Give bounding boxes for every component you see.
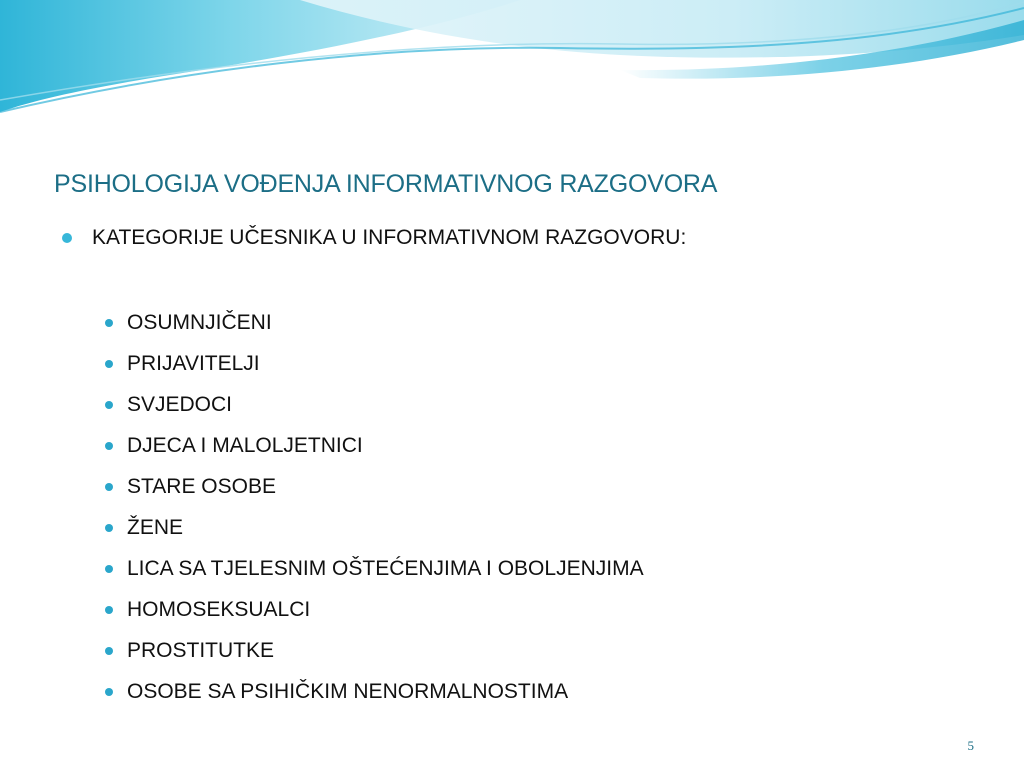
- list-item-text: DJECA I MALOLJETNICI: [127, 433, 363, 457]
- list-item: [105, 425, 644, 466]
- list-item: [105, 548, 644, 589]
- list-item-text: LICA SA TJELESNIM OŠTEĆENJIMA I OBOLJENJIMA: [127, 556, 644, 580]
- bullet-icon: [105, 360, 113, 368]
- list-item: [105, 507, 644, 548]
- page-number: 5: [967, 738, 974, 753]
- list-item: [105, 384, 644, 425]
- bullet-icon: [105, 565, 113, 573]
- decorative-wave-header: [0, 0, 1024, 130]
- bullet-icon: [105, 319, 113, 327]
- list-item-text: OSOBE SA PSIHIČKIM NENORMALNOSTIMA: [127, 679, 569, 703]
- bullet-icon: [105, 442, 113, 450]
- bullet-icon: [105, 688, 113, 696]
- sub-bullet-list: [105, 302, 644, 712]
- bullet-icon: [105, 606, 113, 614]
- list-item-text: PROSTITUTKE: [127, 638, 275, 662]
- list-item: [105, 589, 644, 630]
- main-bullet-item: [62, 226, 686, 250]
- list-item-text: HOMOSEKSUALCI: [127, 597, 311, 621]
- main-bullet-text: KATEGORIJE UČESNIKA U INFORMATIVNOM RAZGOVORU:: [92, 226, 687, 249]
- list-item-text: ŽENE: [127, 515, 184, 539]
- list-item: [105, 466, 644, 507]
- bullet-icon: [105, 647, 113, 655]
- bullet-icon: [105, 524, 113, 532]
- list-item-text: STARE OSOBE: [127, 474, 276, 498]
- bullet-icon: [62, 233, 72, 243]
- list-item-text: OSUMNJIČENI: [127, 310, 272, 334]
- list-item: [105, 630, 644, 671]
- list-item-text: PRIJAVITELJI: [127, 351, 260, 375]
- list-item: [105, 302, 644, 343]
- list-item: [105, 343, 644, 384]
- list-item: [105, 671, 644, 712]
- list-item-text: SVJEDOCI: [127, 392, 233, 416]
- bullet-icon: [105, 483, 113, 491]
- bullet-icon: [105, 401, 113, 409]
- slide-title: PSIHOLOGIJA VOĐENJA INFORMATIVNOG RAZGOVORA: [54, 170, 718, 198]
